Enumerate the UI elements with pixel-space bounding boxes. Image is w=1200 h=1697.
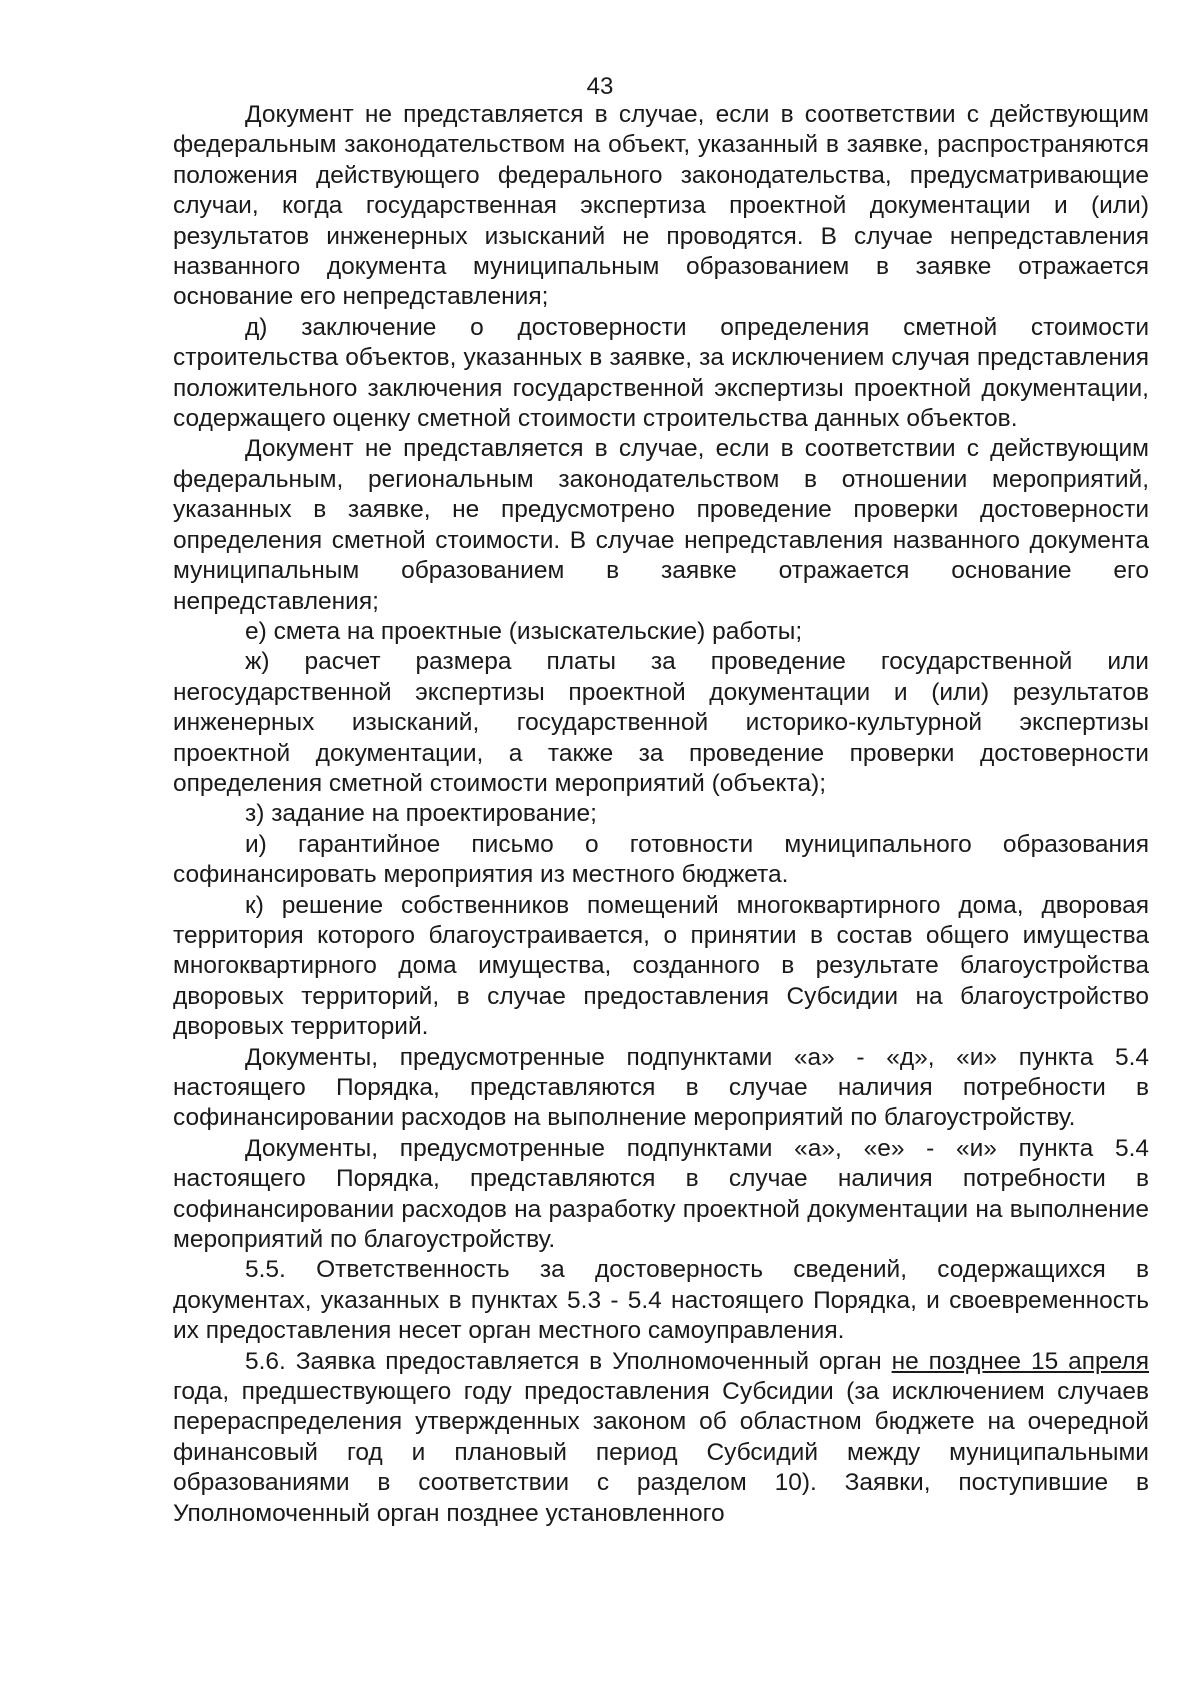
paragraph-last [173,1347,1149,1529]
paragraph: Документ не представляется в случае, если в соответствии с действующим федеральным законодательством на объект, указанный в заявке, распространяются положения действующего федерального законодательства, предусматривающие случаи, когда государственная экспертиза проектной документации и (или) результатов инженерных изысканий не проводятся. В случае непредставления названного документа муниципальным образованием в заявке отражается основание его непредставления; [173,101,1149,311]
paragraph: к) решение собственников помещений многоквартирного дома, дворовая территория которого благоустраивается, о принятии в состав общего имущества многоквартирного дома имущества, созданного в результате благоустройства дворовых территорий, в случае предоставления Субсидии на благоустройство дворовых территорий. [173,891,1149,1041]
paragraph: Документ не представляется в случае, если в соответствии с действующим федеральным, региональным законодательством в отношении мероприятий, указанных в заявке, не предусмотрено проведение проверки достоверности определения сметной стоимости. В случае непредставления названного документа муниципальным образованием в заявке отражается основание его непредставления; [173,435,1149,615]
paragraph-text: года, предшествующего году предоставления Субсидии (за исключением случаев перераспределения утвержденных законом об областном бюджете на очередной финансовый год и плановый период Субсидий между муниципальными образованиями в соответствии с разделом 10). Заявки, поступившие в Уполномоченный орган позднее установленного [173,1378,1149,1527]
paragraph-text: 5.6. Заявка предоставляется в Уполномоченный орган [245,1347,892,1375]
underlined-deadline: не позднее 15 апреля [891,1347,1149,1375]
paragraph: Документы, предусмотренные подпунктами «а» - «д», «и» пункта 5.4 настоящего Порядка, представляются в случае наличия потребности в софинансировании расходов на выполнение мероприятий по благоустройству. [173,1043,1149,1132]
paragraph: е) смета на проектные (изыскательские) работы; [245,617,803,645]
paragraph: 5.5. Ответственность за достоверность сведений, содержащихся в документах, указанных в пунктах 5.3 - 5.4 настоящего Порядка, и своевременность их предоставления несет орган местного самоуправления. [173,1256,1149,1345]
paragraph: и) гарантийное письмо о готовности муниципального образования софинансировать мероприятия из местного бюджета. [173,830,1149,889]
paragraph: Документы, предусмотренные подпунктами «а», «е» - «и» пункта 5.4 настоящего Порядка, представляются в случае наличия потребности в софинансировании расходов на разработку проектной документации на выполнение мероприятий по благоустройству. [173,1134,1149,1254]
paragraph: ж) расчет размера платы за проведение государственной или негосударственной экспертизы проектной документации и (или) результатов инженерных изысканий, государственной историко-культурной экспертизы проектной документации, а также за проведение проверки достоверности определения сметной стоимости мероприятий (объекта); [173,648,1149,797]
page-number: 43 [586,73,614,100]
document-body [173,100,1149,1529]
paragraph: з) задание на проектирование; [245,800,597,828]
paragraph: д) заключение о достоверности определения сметной стоимости строительства объектов, указанных в заявке, за исключением случая представления положительного заключения государственной экспертизы проектной документации, содержащего оценку сметной стоимости строительства данных объектов. [173,313,1149,433]
